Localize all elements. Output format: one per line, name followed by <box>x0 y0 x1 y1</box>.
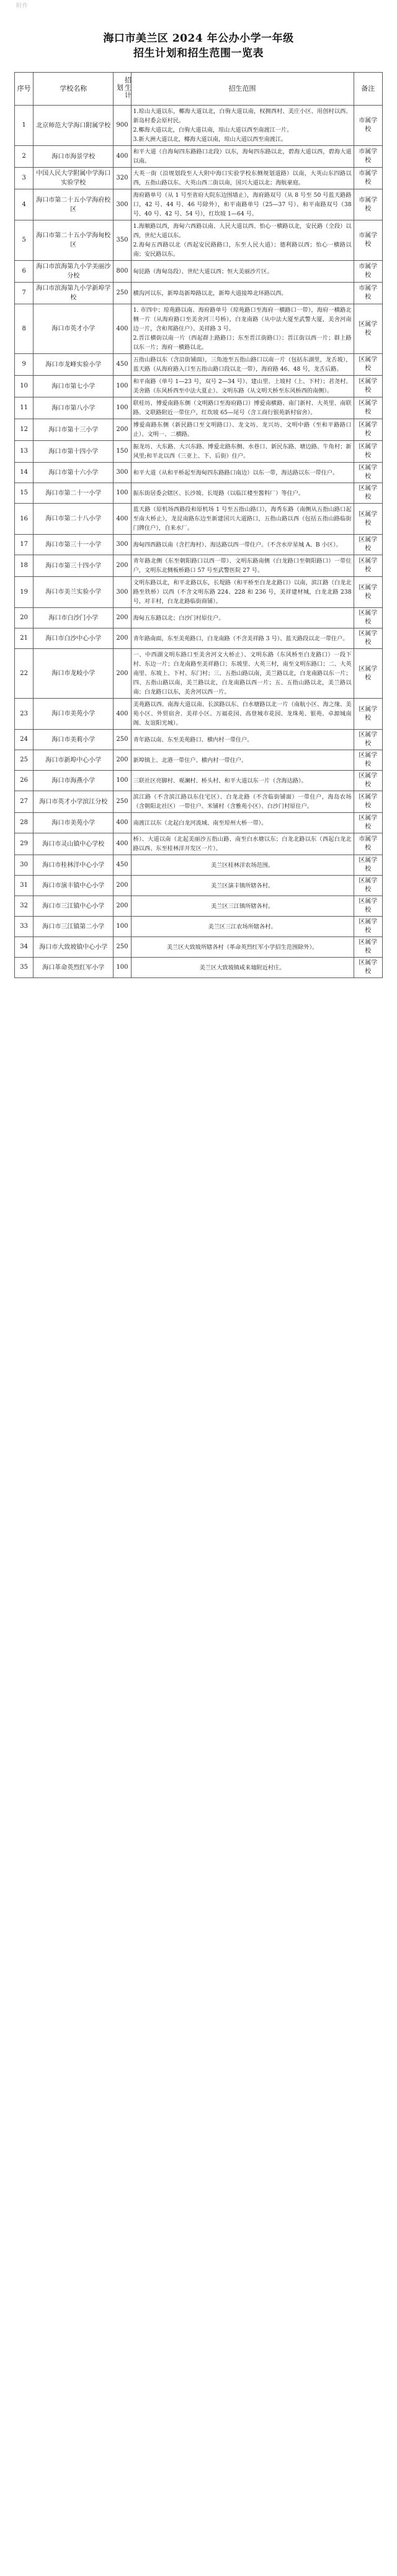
cell-enrollment-range <box>131 699 354 730</box>
cell-enrollment-plan: 200 <box>114 649 131 699</box>
cell-school-name: 海口市美苑小学 <box>33 813 114 833</box>
cell-school-name: 海口市大致坡镇中心小学 <box>33 937 114 958</box>
cell-enrollment-plan: 900 <box>114 106 131 146</box>
table-row <box>15 958 383 978</box>
cell-enrollment-plan: 200 <box>114 750 131 771</box>
cell-enrollment-plan: 400 <box>114 504 131 535</box>
cell-enrollment-range <box>131 106 354 146</box>
cell-note: 区属学校 <box>354 463 382 483</box>
range-paragraph: 新埠镇上、北港一带住户、横内村一带住户。 <box>133 756 248 764</box>
cell-note: 区属学校 <box>354 441 382 463</box>
cell-enrollment-range <box>131 896 354 917</box>
cell-enrollment-plan: 400 <box>114 833 131 855</box>
range-paragraph: 美兰区三江镇所辖各村。 <box>211 902 274 910</box>
range-paragraph: 振东街居委会辖区、长沙坡、长堤路（以临江楼至酱料厂）等住户。 <box>133 489 305 497</box>
table-row <box>15 535 383 555</box>
cell-enrollment-plan: 100 <box>114 771 131 791</box>
cell-enrollment-plan: 400 <box>114 304 131 354</box>
cell-enrollment-plan: 300 <box>114 577 131 608</box>
cell-school-name: 海口市三江镇中心小学 <box>33 896 114 917</box>
cell-note: 区属学校 <box>354 730 382 750</box>
cell-row-number: 24 <box>15 730 33 750</box>
cell-enrollment-range <box>131 146 354 168</box>
cell-enrollment-plan: 100 <box>114 483 131 504</box>
cell-enrollment-range <box>131 504 354 535</box>
cell-enrollment-range <box>131 304 354 354</box>
cell-enrollment-plan: 250 <box>114 791 131 813</box>
table-row <box>15 876 383 896</box>
attachment-marker: 附件 <box>16 3 29 9</box>
cell-enrollment-range <box>131 535 354 555</box>
cell-school-name: 海口市美苑小学 <box>33 699 114 730</box>
table-row <box>15 397 383 419</box>
cell-note: 区属学校 <box>354 649 382 699</box>
cell-enrollment-plan: 400 <box>114 699 131 730</box>
cell-note: 区属学校 <box>354 937 382 958</box>
cell-enrollment-plan: 800 <box>114 261 131 283</box>
cell-note: 区属学校 <box>354 958 382 978</box>
range-paragraph: 南渡江以东（北起白龙河流域、南至琼州大桥一带）。 <box>133 819 267 827</box>
range-paragraph: 联桂坊、博爱南路东侧（文明路口至海府路口）博爱南横路、南门新村、大英里、南联路、文联路附近一带住户，红坎坡 65—尾号（含工商行银苑新村宿舍）。 <box>133 400 352 416</box>
cell-school-name: 海口市美莉小学 <box>33 730 114 750</box>
table-row <box>15 855 383 876</box>
cell-note: 市属学校 <box>354 189 382 220</box>
cell-note: 区属学校 <box>354 419 382 441</box>
cell-school-name: 海口市第八小学 <box>33 397 114 419</box>
cell-school-name: 海口市第二十五小学海府校区 <box>33 189 114 220</box>
cell-note: 区属学校 <box>354 896 382 917</box>
enrollment-table <box>14 72 383 978</box>
cell-note: 区属学校 <box>354 917 382 937</box>
table-row <box>15 483 383 504</box>
range-paragraph: 和平大道（从和平桥起至海甸四东路路口南边）以东一带，海达路以东一带住户。 <box>133 469 339 476</box>
cell-note: 市属学校 <box>354 283 382 304</box>
cell-enrollment-range <box>131 771 354 791</box>
cell-note: 区属学校 <box>354 504 382 535</box>
cell-enrollment-range <box>131 220 354 261</box>
range-paragraph: 海甸四西路以南（含拦海村）、海达路以西一带住户。（不含水岸星城 A、B 小区）。 <box>133 541 342 548</box>
cell-row-number: 20 <box>15 608 33 628</box>
range-paragraph: 美兰区演丰镇所辖各村。 <box>211 882 274 889</box>
cell-note: 市属学校 <box>354 220 382 261</box>
cell-enrollment-plan: 100 <box>114 376 131 397</box>
range-paragraph: 甸昆路（海甸岛段）、世纪大道以西；恒大美丽沙片区。 <box>133 268 273 275</box>
cell-school-name: 海口市英才小学滨江分校 <box>33 791 114 813</box>
cell-school-name: 海口市美兰实验小学 <box>33 577 114 608</box>
table-row <box>15 304 383 354</box>
cell-school-name: 海口市演丰镇中心小学 <box>33 876 114 896</box>
document-page <box>0 0 397 994</box>
range-paragraph: 3.新大洲大道以北，椰海大道以南，琼山大道以西至南渡江。 <box>133 136 287 143</box>
cell-row-number: 9 <box>15 354 33 376</box>
cell-row-number: 29 <box>15 833 33 855</box>
cell-row-number: 10 <box>15 376 33 397</box>
table-row <box>15 833 383 855</box>
table-row <box>15 699 383 730</box>
table-row <box>15 608 383 628</box>
cell-enrollment-plan: 200 <box>114 896 131 917</box>
cell-row-number: 3 <box>15 168 33 189</box>
cell-enrollment-plan: 300 <box>114 535 131 555</box>
cell-school-name: 海口市龙峰实验小学 <box>33 354 114 376</box>
cell-note: 区属学校 <box>354 397 382 419</box>
range-paragraph: 文明东路以北，和平北路以东，长堤路（和平桥至白龙北路口）以南，滨江路（白龙北路至铁桥）以西（不含文明东路 224、228 和 236 号，美祥建材城，白龙北路 238 号，对丰村，白龙北路临街商铺）。 <box>133 579 352 605</box>
table-row <box>15 504 383 535</box>
cell-row-number: 14 <box>15 463 33 483</box>
header-plan <box>114 73 131 106</box>
cell-row-number: 33 <box>15 917 33 937</box>
range-paragraph: 美兰区桂林洋农场范围。 <box>211 861 274 869</box>
cell-enrollment-plan: 400 <box>114 813 131 833</box>
cell-school-name: 海口市灵山镇中心学校 <box>33 833 114 855</box>
cell-school-name: 海口市新埠中心小学 <box>33 750 114 771</box>
cell-school-name: 海口市第十六小学 <box>33 463 114 483</box>
cell-enrollment-plan: 200 <box>114 419 131 441</box>
table-row <box>15 813 383 833</box>
range-paragraph: 2.海甸五西路以北（西起安民路路口，东至人民大道）；德利路以西；怡心一横路以南；安民路以东。 <box>133 242 352 258</box>
cell-note: 区属学校 <box>354 608 382 628</box>
cell-enrollment-range <box>131 168 354 189</box>
cell-school-name: 海口市第七小学 <box>33 376 114 397</box>
header-no: 序号 <box>15 73 33 106</box>
cell-enrollment-range <box>131 189 354 220</box>
cell-enrollment-plan: 400 <box>114 146 131 168</box>
cell-enrollment-plan: 100 <box>114 917 131 937</box>
range-paragraph: 美苑路以西、南海大道以南、长滨路以东、白水塘路以北一片（南航小区、海之缘、美苑小区、外贸宿舍、美祥小区、万福花园、高登城市花园、龙珠苑、银苑、卓源城南阁、友谊阳光城）。 <box>133 701 352 727</box>
cell-note: 区属学校 <box>354 304 382 354</box>
cell-enrollment-range <box>131 419 354 441</box>
cell-row-number: 27 <box>15 791 33 813</box>
cell-row-number: 8 <box>15 304 33 354</box>
cell-enrollment-range <box>131 555 354 577</box>
cell-enrollment-range <box>131 376 354 397</box>
cell-note: 区属学校 <box>354 750 382 771</box>
cell-row-number: 16 <box>15 504 33 535</box>
cell-enrollment-plan: 100 <box>114 397 131 419</box>
cell-enrollment-range <box>131 833 354 855</box>
table-body <box>15 106 383 978</box>
range-paragraph: 蓝天路（原机场西路段和原机场 1 号至五指山路口），海秀东路（南侧从五指山路口起至南大桥止），龙昆南路东边至新建国兴大道路口，五指山路以西（包括五指山路临街门牌住户），自来水厂。 <box>133 506 352 532</box>
cell-note: 区属学校 <box>354 577 382 608</box>
cell-school-name: 海口市第十四小学 <box>33 441 114 463</box>
range-paragraph: 大英一街（沿规划段至人大附中海口实验学校东侧规划道路）以南，大英山东四路以西，五指山路以东、大英山西二街以南，国兴大道以北；海航豪庭。 <box>133 170 352 186</box>
cell-enrollment-plan: 250 <box>114 730 131 750</box>
cell-note: 区属学校 <box>354 771 382 791</box>
cell-school-name: 海口市第三十一小学 <box>33 535 114 555</box>
cell-enrollment-plan: 450 <box>114 855 131 876</box>
cell-enrollment-plan: 320 <box>114 168 131 189</box>
cell-row-number: 19 <box>15 577 33 608</box>
cell-note: 区属学校 <box>354 876 382 896</box>
cell-school-name: 海口市滨海第九小学美丽沙分校 <box>33 261 114 283</box>
table-row <box>15 220 383 261</box>
cell-row-number: 13 <box>15 441 33 463</box>
cell-row-number: 11 <box>15 397 33 419</box>
table-row <box>15 168 383 189</box>
cell-note: 市属学校 <box>354 106 382 146</box>
range-paragraph: 青年路南面，东至美苑路口，白龙南路（不含美祥路 3 号）、蓝天路段以北一带住户。 <box>133 635 349 642</box>
table-row <box>15 441 383 463</box>
cell-row-number: 4 <box>15 189 33 220</box>
range-paragraph: 三联社区亮脚村、观澜村、桥头村、和平大道以东一片（含海达路）。 <box>133 777 307 784</box>
range-paragraph: 青年路北侧（东至朝阳路口以西一带）、文明东路南侧（白龙路口至朝阳路口）一带住户，文明东北侧板桥路口 57 号至武警医院 27 号。 <box>133 558 352 574</box>
cell-enrollment-range <box>131 354 354 376</box>
cell-note: 区属学校 <box>354 628 382 649</box>
cell-enrollment-range <box>131 608 354 628</box>
cell-enrollment-range <box>131 750 354 771</box>
cell-enrollment-plan: 450 <box>114 354 131 376</box>
title-line-2: 招生计划和招生范围一览表 <box>133 47 264 60</box>
table-row <box>15 189 383 220</box>
table-row <box>15 628 383 649</box>
range-paragraph: 和平大道（自海甸四东路路口北段）以东，海甸四东路以北，碧海大道以西，碧海大道以南。 <box>133 148 352 165</box>
cell-school-name: 海口市第二十五小学海甸校区 <box>33 220 114 261</box>
cell-school-name: 北京师范大学海口附属学校 <box>33 106 114 146</box>
cell-school-name: 海口市英才小学 <box>33 304 114 354</box>
cell-enrollment-range <box>131 917 354 937</box>
cell-row-number: 25 <box>15 750 33 771</box>
table-row <box>15 577 383 608</box>
cell-enrollment-range <box>131 855 354 876</box>
cell-row-number: 7 <box>15 283 33 304</box>
cell-row-number: 18 <box>15 555 33 577</box>
cell-enrollment-range <box>131 649 354 699</box>
cell-note: 区属学校 <box>354 699 382 730</box>
range-paragraph: 海甸五东路以北；白沙门村原住户。 <box>133 614 225 622</box>
cell-enrollment-range <box>131 397 354 419</box>
range-paragraph: 青年路以南、东至美苑路口、横内村一带住户。 <box>133 736 253 743</box>
cell-enrollment-range <box>131 791 354 813</box>
table-row <box>15 896 383 917</box>
cell-school-name: 海口市白沙中心小学 <box>33 628 114 649</box>
cell-note: 区属学校 <box>354 813 382 833</box>
cell-school-name: 海口市海景学校 <box>33 146 114 168</box>
cell-enrollment-range <box>131 813 354 833</box>
cell-school-name: 海口市滨海第九小学新埠学校 <box>33 283 114 304</box>
cell-enrollment-range <box>131 441 354 463</box>
cell-row-number: 21 <box>15 628 33 649</box>
table-row <box>15 376 383 397</box>
cell-row-number: 34 <box>15 937 33 958</box>
cell-enrollment-range <box>131 261 354 283</box>
cell-school-name: 海口市龙岐小学 <box>33 649 114 699</box>
cell-row-number: 2 <box>15 146 33 168</box>
range-paragraph: 桥）、大道以南（北起美丽沙五指山路、南至白水塘以东；白龙北路以东（西起白龙北路以西、东至桂林洋开发区一片）。 <box>133 836 352 852</box>
cell-note: 市属学校 <box>354 833 382 855</box>
range-paragraph: 海府路单号（从 1 号至省府大院东边围墙止），海府路双号（从 8 号至 50 号蓝天路路口，42 号、44 号、46 号除外），和平南路单号（25—37 号）、和平南路双号（38 号、40 号、42 号、54 号），红坎坡 1—64 号。 <box>133 192 352 217</box>
range-paragraph: 美兰区三江农场所辖各村。 <box>208 923 277 930</box>
table-row <box>15 146 383 168</box>
cell-note: 市属学校 <box>354 261 382 283</box>
cell-row-number: 22 <box>15 649 33 699</box>
table-row <box>15 649 383 699</box>
cell-note: 区属学校 <box>354 483 382 504</box>
cell-enrollment-range <box>131 937 354 958</box>
range-paragraph: 振龙坊、大东路、大兴东路、博爱北路东侧、水巷口、新民东路、塘边路、牛角村；新风里;和平北以西（三亚上、下、后街）住户。 <box>133 443 352 460</box>
cell-note: 区属学校 <box>354 855 382 876</box>
title-line-1: 海口市美兰区 2024 年公办小学一年级 <box>103 32 294 45</box>
range-paragraph: 和平南路（单号 1—23 号，双号 2—34 号）、建山里、上坡村（上、下村）；君尧村、美舍路（东风桥西至中法大夏止）、文明东路（从文明天桥至东风桥西的南侧）。 <box>133 378 352 394</box>
cell-note: 市属学校 <box>354 168 382 189</box>
cell-school-name: 海口市第二十一小学 <box>33 483 114 504</box>
cell-school-name: 海口市第十三小学 <box>33 419 114 441</box>
header-school: 学校名称 <box>33 73 114 106</box>
table-row <box>15 463 383 483</box>
range-paragraph: 博爱南路东侧（新民路口至文明路口）、龙文坊、龙兴坊、文明中路（至和平路路口止）、文明一、二横路。 <box>133 422 352 438</box>
header-plan-label: 招生计划 <box>115 76 132 99</box>
range-paragraph: 1.海顺路以西，海甸六西路以南、人民大道以西、怡心一横路以北，安民路（全段）以西，世纪大道以东。 <box>133 223 352 239</box>
cell-enrollment-plan: 200 <box>114 876 131 896</box>
cell-enrollment-plan: 200 <box>114 555 131 577</box>
table-row <box>15 106 383 146</box>
cell-row-number: 12 <box>15 419 33 441</box>
range-paragraph: 1.琼山大道以东，椰海大道以北，白驹大道以南，权拥西村、美庄小区、用创村以西。新岛村委会原村民。 <box>133 108 352 124</box>
range-paragraph: 美兰区大致坡镇咸来墟附近村庄。 <box>199 964 285 971</box>
table-row <box>15 354 383 376</box>
cell-row-number: 28 <box>15 813 33 833</box>
table-row <box>15 791 383 813</box>
range-paragraph: 横沟河以东，新埠岛新埠路以北，新埠大道接埠北环路以西。 <box>133 289 287 297</box>
cell-enrollment-plan: 250 <box>114 937 131 958</box>
cell-enrollment-plan: 100 <box>114 958 131 978</box>
cell-row-number: 31 <box>15 876 33 896</box>
cell-school-name: 海口市第二十八小学 <box>33 504 114 535</box>
table-row <box>15 917 383 937</box>
cell-note: 区属学校 <box>354 535 382 555</box>
range-paragraph: 五指山路以东（含沿街铺面），三角池至五指山路口以南一片（包括东湖里，龙舌坡），蓝天路（从海府路入口至五指山路口段以北一带），海府路 46、48 号，龙舌后路。 <box>133 356 352 373</box>
cell-school-name: 海口市三江镇第二小学 <box>33 917 114 937</box>
cell-enrollment-range <box>131 876 354 896</box>
cell-row-number: 5 <box>15 220 33 261</box>
cell-enrollment-plan: 200 <box>114 628 131 649</box>
cell-note: 区属学校 <box>354 791 382 813</box>
cell-note: 市属学校 <box>354 146 382 168</box>
table-row <box>15 555 383 577</box>
cell-school-name: 海口市海燕小学 <box>33 771 114 791</box>
cell-row-number: 23 <box>15 699 33 730</box>
cell-row-number: 32 <box>15 896 33 917</box>
range-paragraph: 滨江路（不含滨江路以东住宅区）、白龙北路（不含临街铺面）一带住户，海岛农场（含朝阳北社区）一带住户、米铺村（含雅苑小区）、白沙门村原住户。 <box>133 794 352 810</box>
table-row <box>15 261 383 283</box>
table-row <box>15 283 383 304</box>
cell-note: 区属学校 <box>354 376 382 397</box>
header-range: 招生范围 <box>131 73 354 106</box>
cell-note: 区属学校 <box>354 555 382 577</box>
cell-row-number: 30 <box>15 855 33 876</box>
cell-school-name: 中国人民大学附属中学海口实验学校 <box>33 168 114 189</box>
table-row <box>15 730 383 750</box>
cell-enrollment-range <box>131 483 354 504</box>
cell-enrollment-range <box>131 628 354 649</box>
cell-enrollment-range <box>131 577 354 608</box>
cell-row-number: 26 <box>15 771 33 791</box>
table-row <box>15 750 383 771</box>
cell-enrollment-range <box>131 730 354 750</box>
cell-school-name: 海口市第三十四小学 <box>33 555 114 577</box>
cell-enrollment-range <box>131 463 354 483</box>
cell-enrollment-plan: 150 <box>114 441 131 463</box>
table-header-row <box>15 73 383 106</box>
cell-row-number: 35 <box>15 958 33 978</box>
cell-enrollment-range <box>131 958 354 978</box>
cell-note: 区属学校 <box>354 354 382 376</box>
document-title <box>0 9 397 67</box>
cell-enrollment-plan: 350 <box>114 220 131 261</box>
cell-school-name: 海口市桂林洋中心小学 <box>33 855 114 876</box>
cell-enrollment-plan: 300 <box>114 463 131 483</box>
range-paragraph: 美兰区大致坡所辖各村（革命英烈红军小学招生范围除外）。 <box>166 943 318 951</box>
table-row <box>15 419 383 441</box>
cell-enrollment-plan: 250 <box>114 283 131 304</box>
cell-row-number: 1 <box>15 106 33 146</box>
range-paragraph: 1. 市四中；琼苑路以南、海府路单号（琼苑路口至海府一横路口一带），海府一横路北侧一片（从海府路口至美舍河三号桥），白龙南路（从中法大厦至武警大厦，美舍河南边一片，含和邦路住户）、美祥路 3 号。 <box>133 307 352 332</box>
cell-enrollment-plan: 200 <box>114 608 131 628</box>
range-paragraph: 2.晋江横街以南一片（西起群上路路口；东至晋江街路口）；晋江街以西一片；群上路以东一片；海府一横路以北。 <box>133 335 352 351</box>
cell-row-number: 17 <box>15 535 33 555</box>
table-row <box>15 771 383 791</box>
cell-row-number: 6 <box>15 261 33 283</box>
range-paragraph: 一、中西湖文明东路口至美舍河文大桥止）、文明东路（东风桥至白龙路口）一段下村、东边一片；白龙南路至美祥路口；东坡里、大英三村，南至文明东路口；二、大英南里、东坡上、下村、东门村；三、五指山路以南，美兰路以北，白龙南路以东一片；四、五指山路以南，美兰路以北，白龙南路以西一片；五、五指山路以北，美兰路以南；白龙路口以东，美舍河以西一片。 <box>133 651 352 696</box>
cell-enrollment-plan: 300 <box>114 189 131 220</box>
header-note: 备注 <box>354 73 382 106</box>
cell-school-name: 海口市白沙门小学 <box>33 608 114 628</box>
cell-enrollment-range <box>131 283 354 304</box>
cell-school-name: 海口革命英烈红军小学 <box>33 958 114 978</box>
range-paragraph: 2.椰海大道以北，白驹大道以南，琼山大道以西至南渡江一片。 <box>133 127 293 134</box>
cell-row-number: 15 <box>15 483 33 504</box>
table-row <box>15 937 383 958</box>
page-bottom-space <box>0 978 397 994</box>
